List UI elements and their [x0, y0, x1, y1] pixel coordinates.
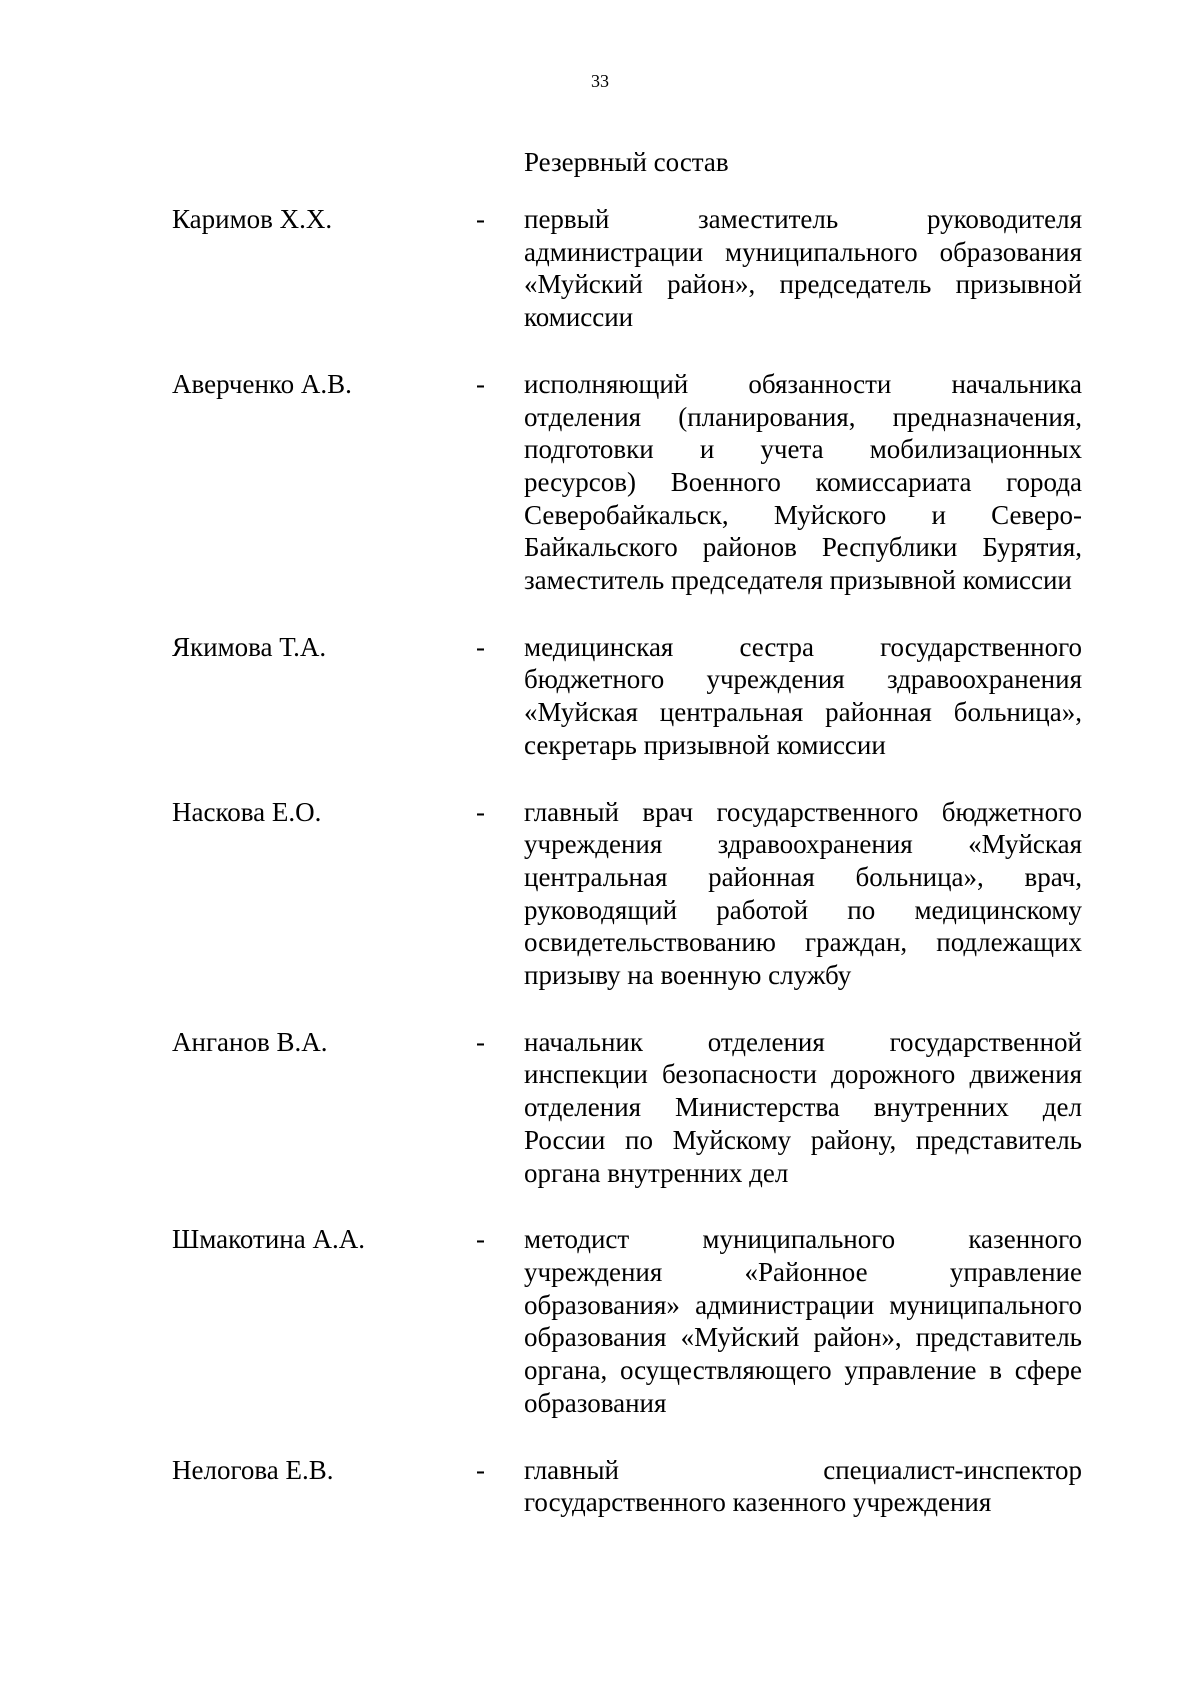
- member-role: главный специалист-инспектор государственного казенного учреждения: [524, 1454, 1082, 1518]
- member-dash: -: [476, 631, 485, 662]
- member-role: исполняющий обязанности начальника отделения (планирования, предназначения, подготовки и учета мобилизационных ресурсов) Военного комиссариата города Северобайкальск, Муйского и Северо-Байкальского районов Республики Бурятия, заместитель председателя призывной комиссии: [524, 368, 1082, 596]
- member-entry: [172, 796, 1082, 992]
- member-entry: [172, 203, 1082, 334]
- member-role: главный врач государственного бюджетного учреждения здравоохранения «Муйская центральная районная больница», врач, руководящий работой по медицинскому освидетельствованию граждан, подлежащих призыву на военную службу: [524, 796, 1082, 991]
- member-name: Якимова Т.А.: [172, 631, 327, 662]
- member-dash: -: [476, 368, 485, 399]
- member-entry: [172, 1223, 1082, 1419]
- page-number: 33: [591, 71, 609, 91]
- member-entry: [172, 631, 1082, 762]
- member-entry: [172, 1454, 1082, 1519]
- section-title: Резервный состав: [524, 147, 729, 177]
- member-dash: -: [476, 796, 485, 827]
- member-entry: [172, 1026, 1082, 1190]
- member-name: Шмакотина А.А.: [172, 1224, 365, 1255]
- member-role: медицинская сестра государственного бюджетного учреждения здравоохранения «Муйская центральная районная больница», секретарь призывной комиссии: [524, 631, 1082, 760]
- member-name: Анганов В.А.: [172, 1026, 328, 1057]
- member-name: Каримов Х.Х.: [172, 204, 333, 234]
- member-entry: [172, 368, 1082, 597]
- member-name: Нелогова Е.В.: [172, 1454, 334, 1485]
- member-name: Аверченко А.В.: [172, 368, 352, 399]
- member-role: начальник отделения государственной инспекции безопасности дорожного движения отделения Министерства внутренних дел России по Муйскому району, представитель органа внутренних дел: [524, 1026, 1082, 1188]
- member-role: первый заместитель руководителя администрации муниципального образования «Муйский район», председатель призывной комиссии: [524, 204, 1082, 333]
- member-name: Наскова Е.О.: [172, 796, 322, 827]
- member-dash: -: [476, 204, 485, 234]
- member-dash: -: [476, 1026, 485, 1057]
- member-dash: -: [476, 1224, 485, 1255]
- reserve-roster: [172, 203, 1082, 1553]
- member-dash: -: [476, 1454, 485, 1485]
- member-role: методист муниципального казенного учреждения «Районное управление образования» администрации муниципального образования «Муйский район», представитель органа, осуществляющего управление в сфере образования: [524, 1224, 1082, 1418]
